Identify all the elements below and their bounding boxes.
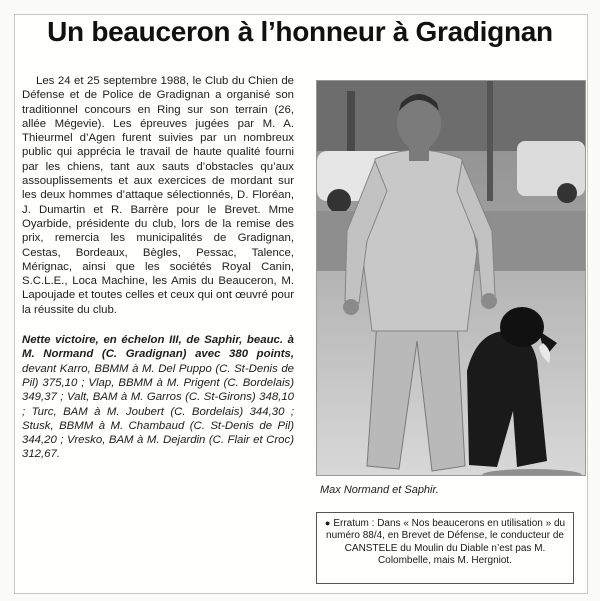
- article-body: [22, 74, 294, 462]
- results-paragraph: [22, 333, 294, 462]
- article-headline: Un beauceron à l’honneur à Gradignan: [47, 16, 553, 47]
- results-winner: Nette victoire, en échelon III, de Saphir, beauc. à M. Normand (C. Gradignan) avec 380 points,: [22, 334, 294, 361]
- results-list: devant Karro, BBMM à M. Del Puppo (C. St-Denis de Pil) 375,10 ; Vlap, BBMM à M. Prigent (C. Bordelais) 349,37 ; Valt, BAM à M. Garros (C. St-Girons) 348,10 ; Turc, BAM à M. Joubert (C. Bordelais) 344,30 ; Stusk, BBMM à M. Chambaud (C. St-Denis de Pil) 344,20 ; Vresko, BAM à M. Dejardin (C. Flair et Croc) 312,67.: [22, 362, 294, 461]
- erratum-text: Erratum : Dans « Nos beaucerons en utilisation » du numéro 88/4, en Brevet de Défense, le conducteur de CANSTELE du Moulin du Diable n’est pas M. Colombelle, mais M. Hergniot.: [326, 518, 566, 567]
- erratum-box: [316, 512, 574, 584]
- bullet-icon: ●: [324, 518, 331, 528]
- article-paragraph: Les 24 et 25 septembre 1988, le Club du Chien de Défense et de Police de Gradignan a organisé son traditionnel concours en Ring sur son terrain (26, allée Mégevie). Les épreuves jugées par M. A. Thieurmel d’Agen furent suivies par un nombreux public qui apprécia le travail de haute qualité fourni par les chiens, tant aux sauts d’obstacles qu’aux assouplissements et aux exercices de mordant sur les deux hommes d’attaque sélectionnés, D. Floréan, J. Dumartin et R. Barrère pour le Brevet. Mme Oyarbide, présidente du club, lors de la remise des prix, remercia les municipalités de Gradignan, Cestas, Bordeaux, Bègles, Pessac, Talence, Mérignac, ainsi que les sociétés Royal Canin, S.C.L.E., Loca Machine, les Amis du Beauceron, M. Lapoujade et toutes celles et ceux qui ont œuvré pour la réussite du club.: [22, 75, 294, 316]
- photo-caption: Max Normand et Saphir.: [320, 484, 439, 496]
- photo-man-with-dog: [316, 80, 586, 476]
